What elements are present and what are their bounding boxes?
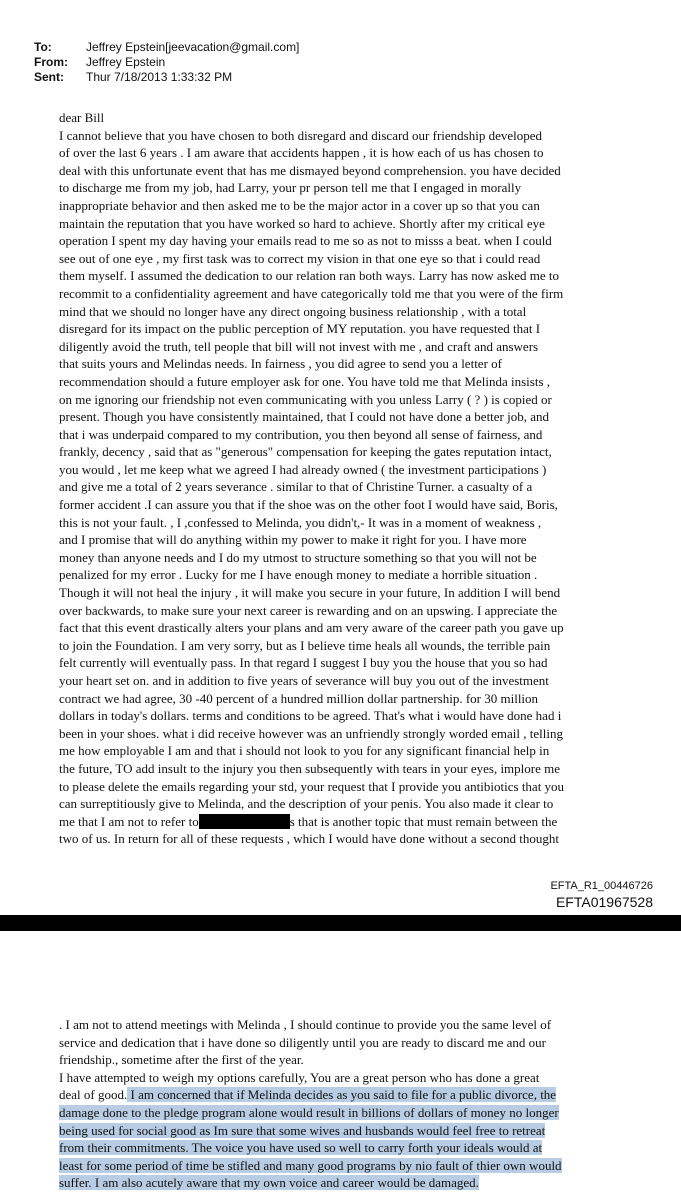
- letter-line: inappropriate behavior and then asked me to be the major actor in a cover up so that you can: [59, 197, 540, 213]
- letter-body-page-2: [59, 1016, 629, 1192]
- letter-line: I have attempted to weigh my options carefully, You are a great person who has done a great: [59, 1069, 540, 1085]
- letter-line: recommit to a confidentiality agreement and have categorically told me that you were of the firm: [59, 285, 564, 301]
- page-1-last-line: two of us. In return for all of these requests , which I would have done without a second thought: [59, 831, 560, 847]
- letter-line: them myself. I assumed the dedication to our relation ran both ways. Larry has now asked me to: [59, 268, 560, 284]
- page-separator: [0, 915, 681, 931]
- letter-line: Though it will not heal the injury , it will make you secure in your future, In addition I will bend: [59, 585, 561, 601]
- bates-stamp-large: EFTA01967528: [555, 894, 653, 910]
- letter-line: disregard for its impact on the public perception of MY reputation. you have requested that I: [59, 321, 541, 337]
- letter-line: fact that this event drastically alters your plans and am very aware of the career path you gave up: [59, 620, 564, 636]
- letter-line: operation I spent my day having your emails read to me so as not to misss a beat. when I could: [59, 233, 552, 249]
- page-2-highlighted-lines: [59, 1104, 629, 1192]
- from-value: Jeffrey Epstein: [86, 55, 166, 69]
- letter-line: friendship., sometime after the first of the year.: [59, 1052, 304, 1068]
- letter-line: felt currently will eventually pass. In that regard I suggest I buy you the house that you so had: [59, 655, 548, 671]
- letter-line: [59, 1139, 629, 1157]
- letter-line: [59, 1174, 629, 1192]
- letter-line: your heart set on. and in addition to five years of severance will buy you out of the investment: [59, 673, 549, 688]
- header-from-row: [34, 55, 299, 70]
- page-2-mixed-line: [59, 1086, 629, 1104]
- header-to-row: [34, 40, 299, 55]
- letter-line: that suits yours and Melindas needs. In fairness , you did agree to send you a letter of: [59, 356, 502, 372]
- letter-line: contract we had agree, 30 -40 percent of a hundred million dollar partnership. for 30 million: [59, 690, 539, 706]
- page-2-plain-text: deal of good.: [59, 1087, 128, 1103]
- header-sent-row: [34, 70, 299, 85]
- letter-line: frankly, decency , said that as "generous" compensation for keeping the gates reputation intact,: [59, 444, 552, 460]
- from-label: From:: [34, 55, 68, 69]
- letter-line: dollars in today's dollars. terms and conditions to be agreed. That's what i would have done had i: [59, 708, 562, 724]
- letter-line: [59, 1104, 629, 1122]
- letter-line: present. Though you have consistently maintained, that I could not have done a better job, and: [59, 409, 550, 425]
- letter-line: I cannot believe that you have chosen to both disregard and discard our friendship developed: [59, 127, 543, 143]
- letter-line: . I am not to attend meetings with Melinda , I should continue to provide you the same level of: [59, 1017, 552, 1032]
- letter-line: over backwards, to make sure your next career is rewarding and on an upswing. I appreciate the: [59, 602, 558, 618]
- letter-line: [59, 1157, 629, 1175]
- email-header: [34, 40, 299, 85]
- letter-line: deal with this unfortunate event that has me dismayed beyond comprehension. you have decided: [59, 162, 561, 178]
- highlighted-text: damage done to the pledge program alone would result in billions of dollars of money no longer: [59, 1104, 559, 1120]
- highlighted-text: being used for social good as Im sure that some wives and husbands would feel free to retreat: [59, 1122, 546, 1138]
- letter-line: and give me a total of 2 years severance . similar to that of Christine Turner. a casualty of a: [59, 479, 533, 495]
- to-label: To:: [34, 40, 52, 54]
- sent-label: Sent:: [34, 70, 64, 84]
- letter-line: you would , let me keep what we agreed I had already owned ( the investment participations ): [59, 461, 547, 477]
- letter-line: the future, TO add insult to the injury you then subsequently with tears in your eyes, implore me: [59, 760, 561, 776]
- letter-line: diligently avoid the truth, tell people that bill will not invest with me , and craft and answers: [59, 338, 539, 354]
- redacted-line: [59, 813, 629, 831]
- letter-line: and I promise that will do anything within my power to make it right for you. I have more: [59, 532, 527, 548]
- letter-line: former accident .I can assure you that if the shoe was on the other foot I would have said, Boris,: [59, 497, 558, 513]
- page-1-lines: [59, 109, 629, 813]
- letter-line: this is not your fault. , I ,confessed to Melinda, you didn't,- It was in a moment of weakness ,: [59, 514, 542, 530]
- letter-line: to discharge me from my job, had Larry, your pr person tell me that I engaged in morally: [59, 180, 522, 196]
- letter-line: me how employable I am and that i should not look to you for any significant financial help in: [59, 743, 550, 759]
- sent-value: Thur 7/18/2013 1:33:32 PM: [86, 70, 233, 84]
- letter-body-page-1: [59, 109, 629, 848]
- letter-line: to please delete the emails regarding your std, your request that I provide you antibiotics that you: [59, 778, 565, 794]
- letter-line: to join the Foundation. I am very sorry, but as I believe time heals all wounds, the terrible pain: [59, 637, 551, 653]
- highlighted-text: I am concerned that if Melinda decides as you said to file for a public divorce, the: [127, 1087, 557, 1103]
- letter-line: that i was underpaid compared to my contribution, you then beyond all sense of fairness, and: [59, 426, 543, 442]
- redacted-line-before: me that I am not to refer to: [59, 813, 199, 829]
- highlighted-text: least for some period of time be stifled and many good programs by nio fault of thier own would: [59, 1157, 562, 1173]
- letter-line: been in your shoes. what i did receive however was an unfriendly strongly worded email , telling: [59, 725, 563, 741]
- bates-stamp-small: EFTA_R1_00446726: [550, 880, 653, 892]
- redacted-line-after: s that is another topic that must remain between the: [289, 813, 558, 829]
- letter-line: penalized for my error . Lucky for me I have enough money to mediate a horrible situation .: [59, 567, 538, 583]
- highlighted-text: from their commitments. The voice you have used so well to carry forth your ideals would at: [59, 1140, 543, 1156]
- letter-line: money than anyone needs and I do my utmost to structure something so that you will not be: [59, 549, 537, 565]
- redaction-box: [199, 814, 290, 829]
- letter-line: maintain the reputation that you have worked so hard to achieve. Shortly after my critical eye: [59, 215, 545, 231]
- page-2-lines: [59, 1016, 629, 1086]
- letter-line: dear Bill: [59, 110, 105, 125]
- letter-line: [59, 1122, 629, 1140]
- letter-line: on me ignoring our friendship not even communicating with you unless Larry ( ? ) is copied or: [59, 391, 552, 407]
- letter-line: recommendation should a future employer ask for one. You have told me that Melinda insists ,: [59, 373, 551, 389]
- letter-line: of over the last 6 years . I am aware that accidents happen , it is how each of us has chosen to: [59, 145, 544, 161]
- letter-line: can surreptitiously give to Melinda, and the description of your penis. You also made it clear to: [59, 796, 554, 812]
- letter-line: service and dedication that i have done so diligently until you are ready to discard me and our: [59, 1034, 546, 1050]
- letter-line: mind that we should no longer have any direct ongoing business relationship , with a total: [59, 303, 527, 319]
- letter-line: see out of one eye , my first task was to correct my vision in that one eye so that i could read: [59, 250, 541, 266]
- highlighted-text: suffer. I am also acutely aware that my own voice and career would be damaged.: [59, 1175, 479, 1191]
- to-value: Jeffrey Epstein[jeevacation@gmail.com]: [86, 40, 300, 54]
